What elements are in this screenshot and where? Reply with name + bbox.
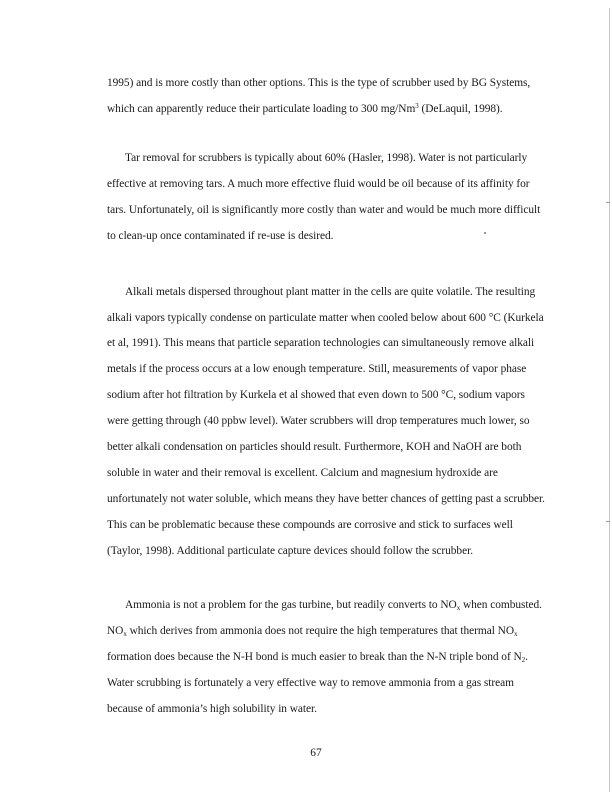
text-line: (Taylor, 1998). Additional particulate capture devices should follow the scrubber. <box>107 545 473 557</box>
subscript: x <box>123 630 127 638</box>
text-line: because of ammonia’s high solubility in water. <box>107 703 317 715</box>
text-line: alkali vapors typically condense on particulate matter when cooled below about 600 °C (Kurkela <box>107 312 544 324</box>
text-line: Alkali metals dispersed throughout plant matter in the cells are quite volatile. The resulting <box>125 286 536 298</box>
text-line <box>107 650 528 664</box>
text-line: were getting through (40 ppbw level). Water scrubbers will drop temperatures much lower, so <box>107 415 530 427</box>
text-line: This can be problematic because these compounds are corrosive and stick to surfaces well <box>107 519 513 531</box>
subscript: x <box>456 604 461 612</box>
text-segment: formation does because the N-H bond is much easier to break than the N-N triple bond of N <box>107 651 522 663</box>
superscript: 3 <box>415 102 419 110</box>
text-line: et al, 1991). This means that particle separation technologies can simultaneously remove alkali <box>107 337 535 349</box>
page-number: 67 <box>310 747 322 759</box>
text-segment: which can apparently reduce their particulate loading to 300 mg/Nm <box>107 103 416 115</box>
text-segment: when combusted. <box>460 599 542 611</box>
text-segment: (DeLaquil, 1998). <box>418 103 503 115</box>
text-line: Tar removal for scrubbers is typically about 60% (Hasler, 1998). Water is not particularly <box>125 152 528 164</box>
page-edge-line <box>609 8 610 792</box>
text-segment: Ammonia is not a problem for the gas turbine, but readily converts to NO <box>125 599 457 611</box>
text-segment: which derives from ammonia does not require the high temperatures that thermal NO <box>126 625 514 637</box>
text-line <box>107 102 503 116</box>
text-line: soluble in water and their removal is excellent. Calcium and magnesium hydroxide are <box>107 467 498 479</box>
text-line <box>125 598 542 612</box>
text-segment: . <box>525 651 528 663</box>
text-line: tars. Unfortunately, oil is significantly more costly than water and would be much more difficult <box>107 204 541 216</box>
text-line: Water scrubbing is fortunately a very effective way to remove ammonia from a gas stream <box>107 677 514 689</box>
text-line: unfortunately not water soluble, which means they have better chances of getting past a scrubber. <box>107 493 545 505</box>
text-line: effective at removing tars. A much more effective fluid would be oil because of its affinity for <box>107 178 530 190</box>
scan-speck <box>484 232 486 234</box>
edge-tick-mark <box>606 202 610 203</box>
text-line <box>107 624 517 638</box>
text-line: metals if the process occurs at a low enough temperature. Still, measurements of vapor phase <box>107 363 527 375</box>
text-line: to clean-up once contaminated if re-use is desired. <box>107 230 334 242</box>
subscript: 2 <box>521 656 526 664</box>
edge-tick-mark <box>606 521 610 522</box>
text-line: 1995) and is more costly than other options. This is the type of scrubber used by BG Systems, <box>107 77 531 89</box>
text-line: sodium after hot filtration by Kurkela et al showed that even down to 500 °C, sodium vapors <box>107 389 525 401</box>
text-line: better alkali condensation on particles should result. Furthermore, KOH and NaOH are both <box>107 441 522 453</box>
text-segment: NO <box>107 625 124 637</box>
subscript: x <box>514 630 518 638</box>
